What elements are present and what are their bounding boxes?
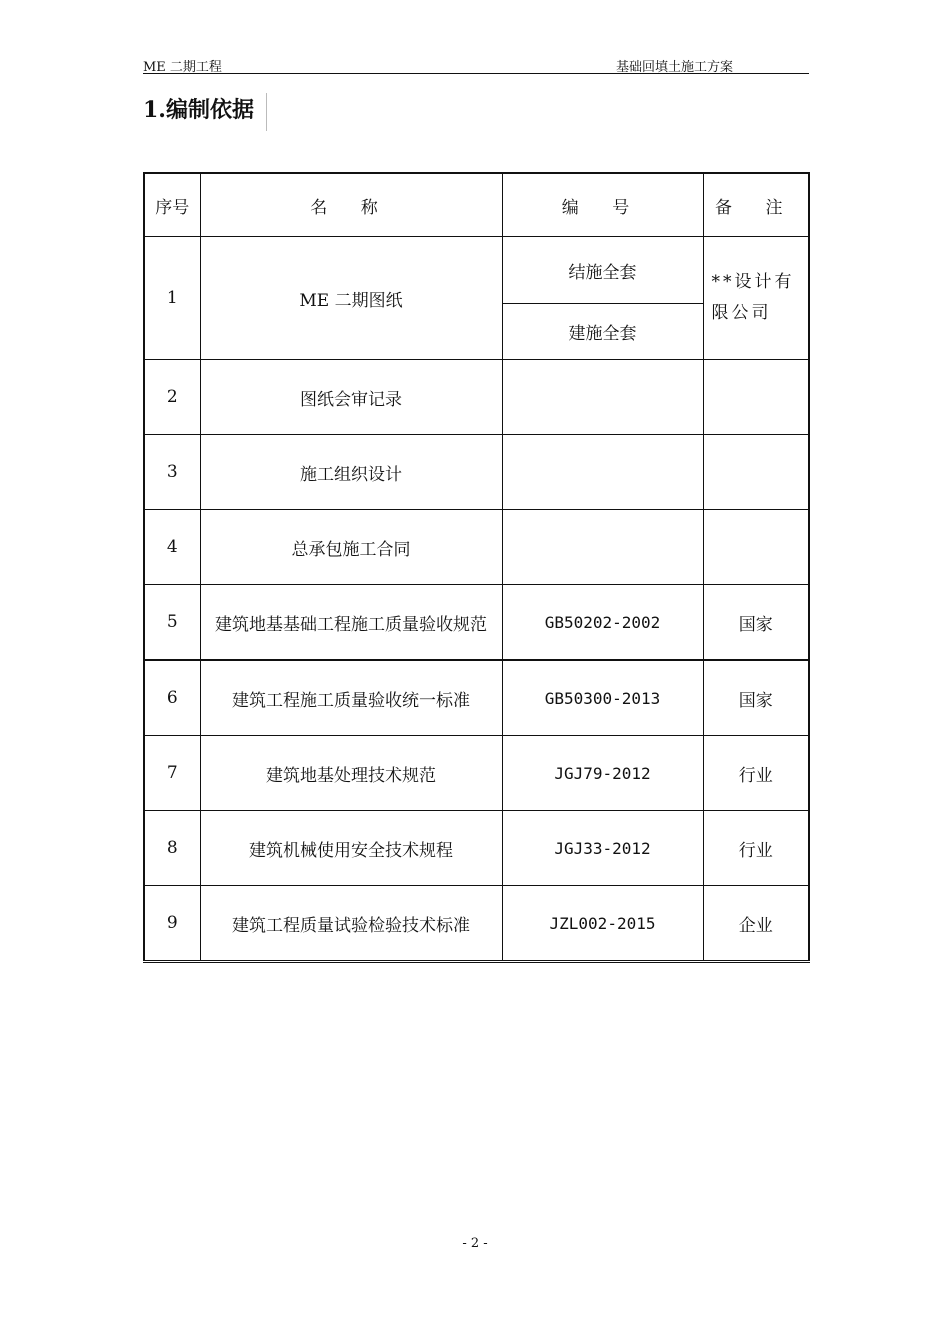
row-no: 9: [144, 886, 200, 962]
row-name: 图纸会审记录: [200, 360, 502, 435]
table-row: [144, 886, 809, 962]
row-note: **设计有限公司: [703, 237, 809, 360]
table-row: [144, 360, 809, 435]
table-row: [144, 811, 809, 886]
row-no: 8: [144, 811, 200, 886]
row-code: 结施全套: [502, 237, 703, 304]
page-header: [143, 55, 809, 74]
row-code: [502, 435, 703, 510]
header-cell-code: 编 号: [502, 173, 703, 237]
row-name: 建筑工程施工质量验收统一标准: [200, 660, 502, 736]
row-no: 5: [144, 585, 200, 661]
row-code: JZL002-2015: [502, 886, 703, 962]
row-no: 1: [144, 237, 200, 360]
row-note: 国家: [703, 585, 809, 661]
basis-table: [143, 172, 810, 963]
header-cell-note: 备 注: [703, 173, 809, 237]
row-note: 行业: [703, 736, 809, 811]
header-cell-name: 名 称: [200, 173, 502, 237]
row-note: 行业: [703, 811, 809, 886]
row-note: [703, 510, 809, 585]
table-row: [144, 660, 809, 736]
row-name: 建筑工程质量试验检验技术标准: [200, 886, 502, 962]
row-name: 建筑地基基础工程施工质量验收规范: [200, 585, 502, 661]
row-code: GB50300-2013: [502, 660, 703, 736]
row-note: 企业: [703, 886, 809, 962]
header-document-title: 基础回填土施工方案: [616, 60, 734, 75]
row-no: 4: [144, 510, 200, 585]
row-no: 2: [144, 360, 200, 435]
row-note: [703, 360, 809, 435]
row-name: 总承包施工合同: [200, 510, 502, 585]
page-number: - 2 -: [462, 1236, 488, 1251]
header-cell-no: 序号: [144, 173, 200, 237]
table-header-row: [144, 173, 809, 237]
row-note: [703, 435, 809, 510]
row-code: 建施全套: [502, 304, 703, 360]
header-project-name: ME 二期工程: [143, 60, 222, 75]
row-name: ME 二期图纸: [200, 237, 502, 360]
row-no: 6: [144, 660, 200, 736]
table-row: [144, 736, 809, 811]
row-code: JGJ33-2012: [502, 811, 703, 886]
row-code: JGJ79-2012: [502, 736, 703, 811]
table-row: [144, 510, 809, 585]
row-name: 建筑地基处理技术规范: [200, 736, 502, 811]
row-code: GB50202-2002: [502, 585, 703, 661]
row-no: 7: [144, 736, 200, 811]
section-title: 1.编制依据: [143, 93, 267, 131]
row-no: 3: [144, 435, 200, 510]
table-row: [144, 435, 809, 510]
row-code: [502, 360, 703, 435]
row-name: 建筑机械使用安全技术规程: [200, 811, 502, 886]
table-row: [144, 237, 809, 304]
row-code: [502, 510, 703, 585]
row-note: 国家: [703, 660, 809, 736]
table-row: [144, 585, 809, 661]
row-name: 施工组织设计: [200, 435, 502, 510]
